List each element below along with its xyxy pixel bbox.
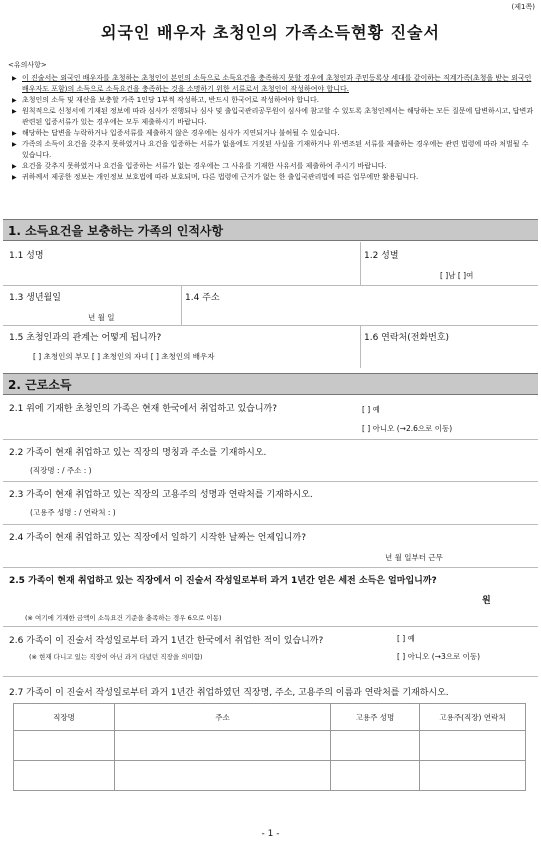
table-cell[interactable] (115, 761, 331, 791)
question-2-3: 2.3 가족이 현재 취업하고 있는 직장의 고용주의 성명과 연락처를 기재하시오. (9, 490, 313, 500)
divider (3, 524, 538, 525)
birth-date-label: 1.3 생년월일 (9, 293, 61, 303)
page-number: - 1 - (261, 829, 280, 839)
section-1-header: 1. 소득요건을 보충하는 가족의 인적사항 (3, 219, 538, 241)
triangle-bullet-icon: ▶ (12, 163, 17, 170)
table-header-employer-name: 고용주 성명 (331, 704, 420, 731)
table-cell[interactable] (331, 731, 420, 761)
address-label[interactable]: 1.4 주소 (185, 293, 220, 303)
table-cell[interactable] (331, 761, 420, 791)
question-2-1: 2.1 위에 기재한 초청인의 가족은 현재 한국에서 취업하고 있습니까? (9, 404, 278, 414)
notice-item: ▶ 초청인의 소득 및 재산을 보충할 가족 1인당 1부씩 작성하고, 반드시 한국어로 작성하여야 합니다. (12, 96, 320, 104)
table-cell[interactable] (14, 731, 115, 761)
triangle-bullet-icon: ▶ (12, 130, 17, 137)
question-2-4: 2.4 가족이 현재 취업하고 있는 직장에서 일하기 시작한 날짜는 언제입니까? (9, 533, 306, 543)
notice-item: ▶ 가족의 소득이 요건을 갖추지 못하였거나 요건을 입증하는 서류가 없음에도 거짓된 사실을 기재하거나 위·변조된 서류를 제출하는 경우에는 관련 법령에 따라 처벌될 수 있습니다. (12, 140, 529, 159)
q25-note: (※ 여기에 기재한 금액이 소득요건 기준을 충족하는 경우 6으로 이동) (25, 614, 222, 622)
triangle-bullet-icon: ▶ (12, 108, 17, 115)
notice-heading: <유의사항> (8, 61, 47, 69)
question-2-2: 2.2 가족이 현재 취업하고 있는 직장의 명칭과 주소를 기재하시오. (9, 448, 267, 458)
gender-options[interactable]: [ ]남 [ ]여 (440, 271, 474, 280)
table-row (14, 731, 526, 761)
divider (3, 439, 538, 440)
gender-label: 1.2 성별 (364, 251, 399, 261)
triangle-bullet-icon: ▶ (12, 97, 17, 104)
q21-no-option[interactable]: [ ] 아니오 (→2.6으로 이동) (362, 424, 453, 433)
table-header-address: 주소 (115, 704, 331, 731)
notice-item: ▶ 해당하는 답변을 누락하거나 입증서류를 제출하지 않은 경우에는 심사가 지연되거나 불허될 수 있습니다. (12, 129, 340, 137)
notice-list (8, 73, 536, 183)
name-label[interactable]: 1.1 성명 (9, 251, 44, 261)
q24-date-units[interactable]: 년 월 일부터 근무 (385, 553, 443, 562)
divider (3, 285, 538, 286)
table-cell[interactable] (420, 731, 526, 761)
triangle-bullet-icon: ▶ (12, 75, 17, 82)
notice-item: ▶ 요건을 갖추지 못하였거나 요건을 입증하는 서류가 없는 경우에는 그 사유를 기재한 사유서를 제출하여 주시기 바랍니다. (12, 162, 387, 170)
divider (181, 285, 182, 325)
form-number: (제1쪽) (511, 3, 535, 11)
triangle-bullet-icon: ▶ (12, 141, 17, 148)
table-header-employer-contact: 고용주(직장) 연락처 (420, 704, 526, 731)
table-cell[interactable] (14, 761, 115, 791)
q26-no-option[interactable]: [ ] 아니오 (→3으로 이동) (397, 652, 481, 661)
q23-fields[interactable]: (고용주 성명 : / 연락처 : ) (30, 508, 116, 517)
question-2-6: 2.6 가족이 이 진술서 작성일로부터 과거 1년간 한국에서 취업한 적이 있습니까? (9, 636, 324, 646)
q22-fields[interactable]: (직장명 : / 주소 : ) (30, 466, 92, 475)
table-cell[interactable] (115, 731, 331, 761)
notice-item: ▶ 이 진술서는 외국인 배우자를 초청하는 초청인이 본인의 소득으로 소득요건을 충족하지 못할 경우에 초청인과 주민등록상 세대를 같이하는 직계가족(초청을 받는 외국인 배우자도 포함)의 소득으로 소득요건을 충족하는 것을 소명하기 위한 서류로서 초청인이 작성하여야 합니다. (12, 74, 532, 93)
document-title: 외국인 배우자 초청인의 가족소득현황 진술서 (101, 23, 440, 42)
question-2-7: 2.7 가족이 이 진술서 작성일로부터 과거 1년간 취업하였던 직장명, 주소, 고용주의 이름과 연락처를 기재하시오. (9, 688, 449, 698)
contact-label[interactable]: 1.6 연락처(전화번호) (364, 333, 450, 343)
question-2-5: 2.5 가족이 현재 취업하고 있는 직장에서 이 진술서 작성일로부터 과거 1년간 얻은 세전 소득은 얼마입니까? (9, 576, 437, 586)
q21-yes-option[interactable]: [ ] 예 (362, 405, 380, 414)
divider (3, 676, 538, 677)
table-row (14, 761, 526, 791)
q26-yes-option[interactable]: [ ] 예 (397, 634, 415, 643)
table-header-workplace: 직장명 (14, 704, 115, 731)
employment-history-table (13, 703, 526, 791)
q25-unit[interactable]: 원 (482, 596, 491, 606)
table-header-row (14, 704, 526, 731)
section-2-header: 2. 근로소득 (3, 373, 538, 395)
table-cell[interactable] (420, 761, 526, 791)
divider (3, 626, 538, 627)
divider (3, 481, 538, 482)
birth-date-units[interactable]: 년 월 일 (88, 313, 115, 322)
q26-note: (※ 현재 다니고 있는 직장이 아닌 과거 다녔던 직장을 의미함) (29, 653, 203, 661)
notice-item: ▶ 원칙적으로 신청서에 기재된 정보에 따라 심사가 진행되나 심사 및 출입국관리공무원이 심사에 참고할 수 있도록 초청인께서는 해당하는 모든 질문에 답변하시고, 답변과 관련된 입증서류가 있는 경우에는 모두 제출하시기 바랍니다. (12, 107, 534, 126)
divider (360, 325, 361, 368)
divider (3, 325, 538, 326)
divider (360, 242, 361, 285)
triangle-bullet-icon: ▶ (12, 174, 17, 181)
relation-options[interactable]: [ ] 초청인의 부모 [ ] 초청인의 자녀 [ ] 초청인의 배우자 (33, 352, 215, 361)
divider (3, 567, 538, 568)
relation-label: 1.5 초청인과의 관계는 어떻게 됩니까? (9, 333, 162, 343)
notice-item: ▶ 귀하께서 제공한 정보는 개인정보 보호법에 따라 보호되며, 다른 법령에 근거가 없는 한 출입국관리법에 따른 업무에만 활용됩니다. (12, 173, 419, 181)
